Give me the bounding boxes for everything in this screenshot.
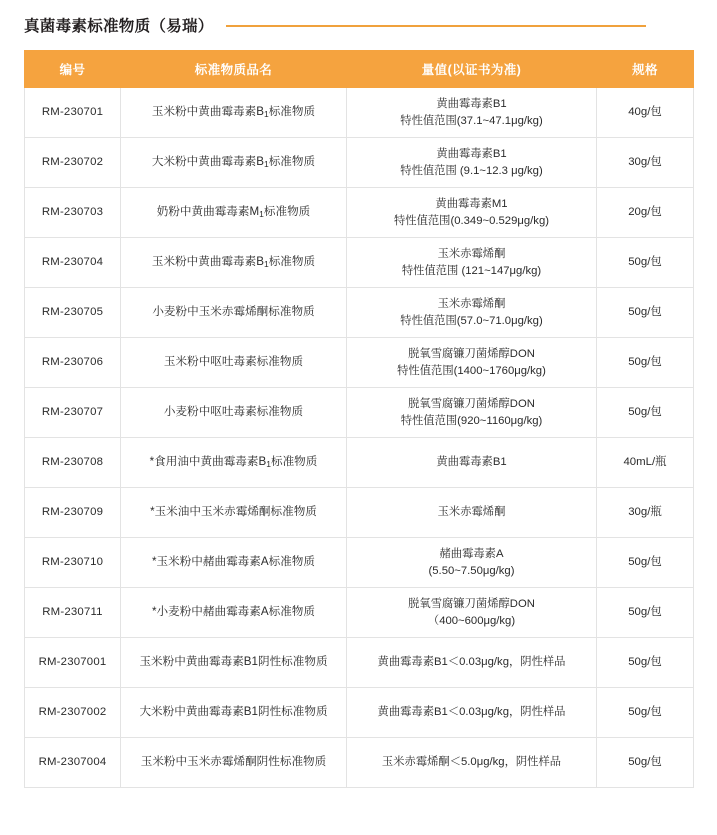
cell-value xyxy=(347,638,597,688)
cell-value xyxy=(347,738,597,788)
cell-name xyxy=(121,138,347,188)
cell-name xyxy=(121,438,347,488)
cell-name: 大米粉中黄曲霉毒素B1阴性标准物质 xyxy=(121,688,347,738)
cell-value-line2: 特性值范围 (121~147μg/kg) xyxy=(401,264,542,277)
table-container xyxy=(0,36,717,788)
table-row xyxy=(25,138,694,188)
column-header-value-note: (以证书为准) xyxy=(447,63,522,77)
cell-code: RM-230708 xyxy=(25,438,121,488)
cell-code: RM-230707 xyxy=(25,388,121,438)
column-header-spec: 规格 xyxy=(597,51,694,88)
cell-value-line1: 黄曲霉毒素B1＜0.03μg/kg，阴性样品 xyxy=(377,706,566,719)
table-row xyxy=(25,638,694,688)
cell-name-pre: 大米粉中黄曲霉毒素B xyxy=(151,155,264,169)
cell-code: RM-230711 xyxy=(25,588,121,638)
cell-value xyxy=(347,438,597,488)
table-row xyxy=(25,238,694,288)
cell-code: RM-230710 xyxy=(25,538,121,588)
column-header-value-main: 量值 xyxy=(421,63,448,77)
cell-name: *小麦粉中赭曲霉毒素A标准物质 xyxy=(121,588,347,638)
cell-name: 小麦粉中玉米赤霉烯酮标准物质 xyxy=(121,288,347,338)
title-divider xyxy=(226,25,646,27)
cell-value-line1: 脱氧雪腐镰刀菌烯醇DON xyxy=(408,348,535,361)
cell-value-line2: 特性值范围 (9.1~12.3 μg/kg) xyxy=(400,164,543,177)
cell-spec: 50g/包 xyxy=(597,638,694,688)
cell-value-line1: 玉米赤霉烯酮 xyxy=(437,506,506,519)
cell-spec: 50g/包 xyxy=(597,388,694,438)
cell-value-line1: 脱氧雪腐镰刀菌烯醇DON xyxy=(408,598,535,611)
table-row xyxy=(25,438,694,488)
cell-value xyxy=(347,138,597,188)
column-header-value xyxy=(347,51,597,88)
cell-value xyxy=(347,388,597,438)
cell-code: RM-230704 xyxy=(25,238,121,288)
cell-spec: 50g/包 xyxy=(597,288,694,338)
cell-name-subscript: 1 xyxy=(263,259,269,270)
cell-code: RM-230705 xyxy=(25,288,121,338)
cell-name-subscript: 1 xyxy=(263,109,269,120)
cell-name-post: 标准物质 xyxy=(263,205,311,219)
cell-name xyxy=(121,188,347,238)
table-row xyxy=(25,388,694,438)
table-header xyxy=(25,51,694,88)
cell-name-post: 标准物质 xyxy=(268,255,316,269)
cell-spec: 50g/包 xyxy=(597,538,694,588)
cell-value-line1: 脱氧雪腐镰刀菌烯醇DON xyxy=(408,398,535,411)
cell-value-line1: 玉米赤霉烯酮 xyxy=(437,298,506,311)
cell-spec: 50g/包 xyxy=(597,588,694,638)
cell-value xyxy=(347,238,597,288)
cell-value xyxy=(347,88,597,138)
cell-value xyxy=(347,288,597,338)
title-row xyxy=(0,0,717,36)
cell-code: RM-230701 xyxy=(25,88,121,138)
cell-value xyxy=(347,538,597,588)
cell-value-line1: 玉米赤霉烯酮 xyxy=(437,248,506,261)
cell-value-line2: 特性值范围(37.1~47.1μg/kg) xyxy=(400,114,543,127)
table-row xyxy=(25,188,694,238)
cell-value xyxy=(347,188,597,238)
table-row xyxy=(25,688,694,738)
table-row xyxy=(25,538,694,588)
cell-code: RM-2307004 xyxy=(25,738,121,788)
table-row xyxy=(25,88,694,138)
cell-value xyxy=(347,588,597,638)
cell-name-pre: 玉米粉中黄曲霉毒素B xyxy=(151,255,264,269)
cell-name xyxy=(121,238,347,288)
cell-value-line1: 黄曲霉毒素B1＜0.03μg/kg，阴性样品 xyxy=(377,656,566,669)
cell-spec: 50g/包 xyxy=(597,738,694,788)
cell-value-line2: 特性值范围(1400~1760μg/kg) xyxy=(397,364,546,377)
cell-value-line1: 玉米赤霉烯酮＜5.0μg/kg，阴性样品 xyxy=(381,756,562,769)
cell-value-line2: 特性值范围(920~1160μg/kg) xyxy=(400,414,543,427)
cell-spec: 30g/瓶 xyxy=(597,488,694,538)
cell-name xyxy=(121,88,347,138)
cell-name-pre: *食用油中黄曲霉毒素B xyxy=(149,455,267,469)
page-title: 真菌毒素标准物质（易瑞） xyxy=(24,18,214,35)
cell-value-line1: 黄曲霉毒素B1 xyxy=(436,98,507,111)
cell-name-subscript: 1 xyxy=(259,209,264,220)
standards-table xyxy=(24,50,694,788)
cell-spec: 50g/包 xyxy=(597,338,694,388)
table-header-row xyxy=(25,51,694,88)
cell-name: 玉米粉中黄曲霉毒素B1阴性标准物质 xyxy=(121,638,347,688)
cell-name: *玉米粉中赭曲霉毒素A标准物质 xyxy=(121,538,347,588)
cell-spec: 40g/包 xyxy=(597,88,694,138)
cell-name: *玉米油中玉米赤霉烯酮标准物质 xyxy=(121,488,347,538)
cell-name-post: 标准物质 xyxy=(268,105,316,119)
cell-value-line2: (5.50~7.50μg/kg) xyxy=(428,564,515,577)
cell-value-line1: 黄曲霉毒素M1 xyxy=(435,198,508,211)
cell-name-post: 标准物质 xyxy=(268,155,316,169)
cell-name-pre: 玉米粉中黄曲霉毒素B xyxy=(151,105,264,119)
cell-spec: 50g/包 xyxy=(597,238,694,288)
cell-name: 玉米粉中呕吐毒素标准物质 xyxy=(121,338,347,388)
cell-value-line1: 赭曲霉毒素A xyxy=(439,548,504,561)
cell-value xyxy=(347,338,597,388)
cell-spec: 20g/包 xyxy=(597,188,694,238)
cell-name-pre: 奶粉中黄曲霉毒素M xyxy=(156,205,260,219)
cell-value-line1: 黄曲霉毒素B1 xyxy=(436,456,507,469)
cell-name-post: 标准物质 xyxy=(270,455,318,469)
table-row xyxy=(25,588,694,638)
table-row xyxy=(25,488,694,538)
column-header-code: 编号 xyxy=(25,51,121,88)
cell-code: RM-2307001 xyxy=(25,638,121,688)
cell-code: RM-230702 xyxy=(25,138,121,188)
cell-spec: 40mL/瓶 xyxy=(597,438,694,488)
cell-name: 小麦粉中呕吐毒素标准物质 xyxy=(121,388,347,438)
cell-value-line2: 特性值范围(0.349~0.529μg/kg) xyxy=(393,214,549,227)
cell-spec: 30g/包 xyxy=(597,138,694,188)
table-row xyxy=(25,338,694,388)
cell-value-line1: 黄曲霉毒素B1 xyxy=(436,148,507,161)
cell-name-subscript: 1 xyxy=(266,459,271,470)
cell-code: RM-230709 xyxy=(25,488,121,538)
column-header-name: 标准物质品名 xyxy=(121,51,347,88)
table-row xyxy=(25,738,694,788)
cell-name: 玉米粉中玉米赤霉烯酮阴性标准物质 xyxy=(121,738,347,788)
cell-code: RM-230706 xyxy=(25,338,121,388)
cell-value xyxy=(347,488,597,538)
cell-value-line2: （400~600μg/kg) xyxy=(427,614,516,627)
table-row xyxy=(25,288,694,338)
cell-spec: 50g/包 xyxy=(597,688,694,738)
cell-code: RM-2307002 xyxy=(25,688,121,738)
cell-value-line2: 特性值范围(57.0~71.0μg/kg) xyxy=(400,314,543,327)
cell-name-subscript: 1 xyxy=(263,159,269,170)
cell-code: RM-230703 xyxy=(25,188,121,238)
table-body xyxy=(25,88,694,788)
cell-value xyxy=(347,688,597,738)
